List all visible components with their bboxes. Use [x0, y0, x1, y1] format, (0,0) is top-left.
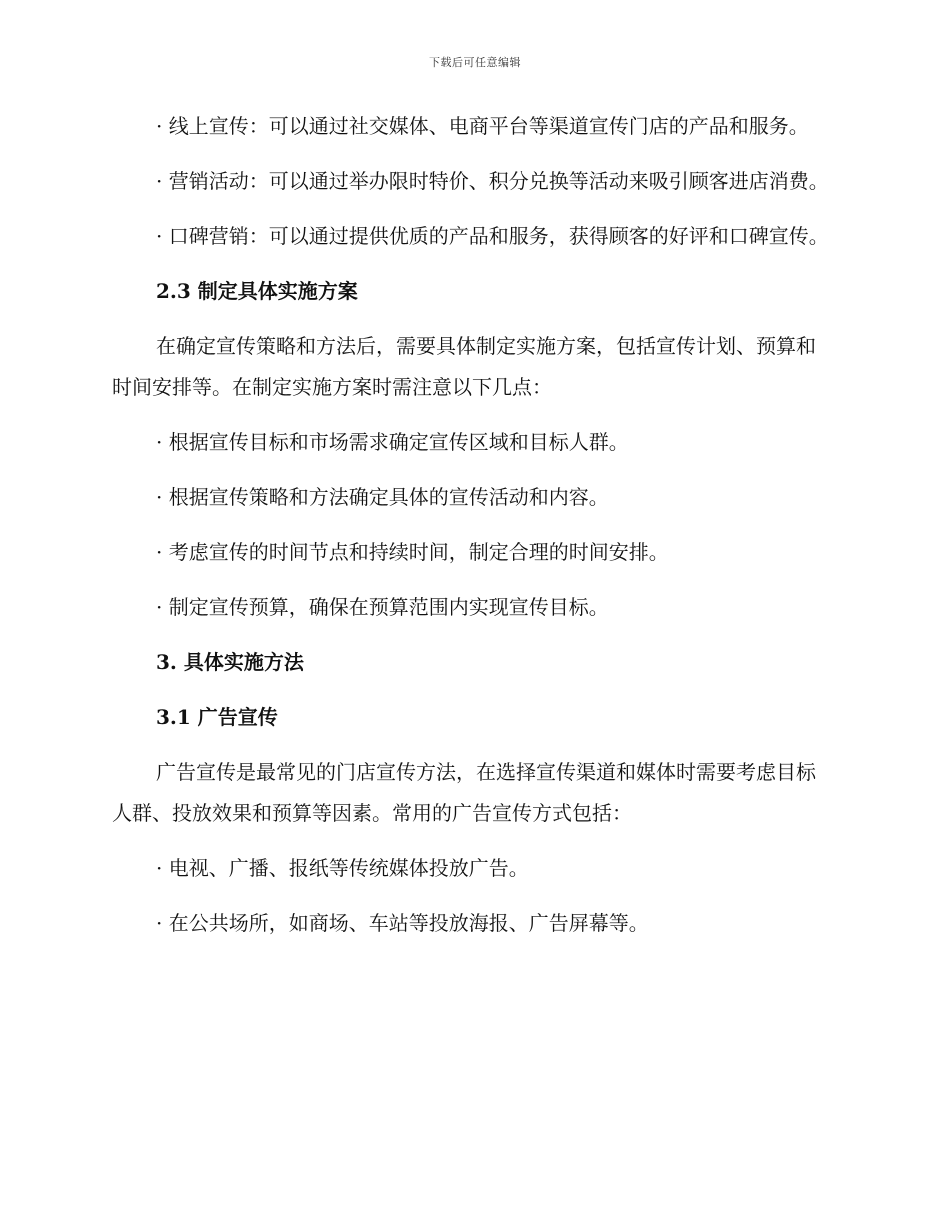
bullet-public-places: · 在公共场所，如商场、车站等投放海报、广告屏幕等。: [156, 911, 649, 935]
document-body: [112, 106, 832, 944]
paragraph-advertising: 广告宣传是最常见的门店宣传方法，在选择宣传渠道和媒体时需要考虑目标人群、投放效果和预算等因素。常用的广告宣传方式包括：: [112, 760, 816, 825]
section-heading-2-3: 2.3 制定具体实施方案: [156, 279, 358, 303]
bullet-word-of-mouth: · 口碑营销：可以通过提供优质的产品和服务，获得顾客的好评和口碑宣传。: [156, 224, 829, 248]
bullet-online-promotion: · 线上宣传：可以通过社交媒体、电商平台等渠道宣传门店的产品和服务。: [156, 114, 809, 138]
paragraph-implementation-plan: 在确定宣传策略和方法后，需要具体制定实施方案，包括宣传计划、预算和时间安排等。在制定实施方案时需注意以下几点：: [112, 334, 816, 399]
bullet-marketing-activity: · 营销活动：可以通过举办限时特价、积分兑换等活动来吸引顾客进店消费。: [156, 169, 829, 193]
section-heading-3: 3. 具体实施方法: [156, 650, 304, 674]
bullet-target-area: · 根据宣传目标和市场需求确定宣传区域和目标人群。: [156, 430, 629, 454]
page-header: 下载后可任意编辑: [429, 56, 521, 69]
bullet-time-schedule: · 考虑宣传的时间节点和持续时间，制定合理的时间安排。: [156, 540, 669, 564]
bullet-activity-content: · 根据宣传策略和方法确定具体的宣传活动和内容。: [156, 485, 609, 509]
section-heading-3-1: 3.1 广告宣传: [156, 705, 278, 729]
bullet-traditional-media: · 电视、广播、报纸等传统媒体投放广告。: [156, 856, 529, 880]
bullet-budget: · 制定宣传预算，确保在预算范围内实现宣传目标。: [156, 595, 609, 619]
